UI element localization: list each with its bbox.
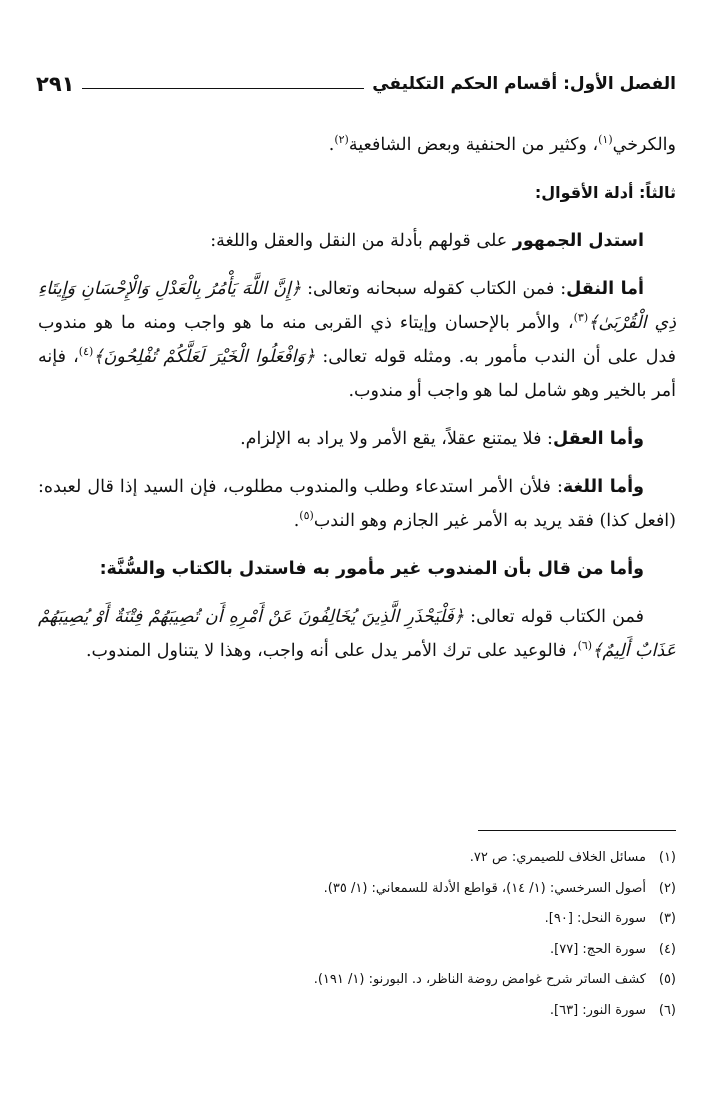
paragraph-textual-evidence: أما النقل: فمن الكتاب كقوله سبحانه وتعالى: ﴿إِنَّ اللَّهَ يَأْمُرُ بِالْعَدْلِ وَالْإِحْسَانِ وَإِيتَاءِ ذِي الْقُرْبَىٰ﴾$^{(٣)}$، والأمر بالإحسان وإيتاء ذي القربى منه ما هو واجب ومنه ما هو مندوب فدل على أن الندب مأمور به. ومثله قوله تعالى: ﴿وَافْعَلُوا الْخَيْرَ لَعَلَّكُمْ تُفْلِحُونَ﴾$^{(٤)}$، فإنه أمر بالخير وهو شامل لما هو واجب أو مندوب.	[38, 279, 676, 401]
footnote-number: (١)	[658, 850, 676, 865]
paragraph-majority-evidence: استدل الجمهور على قولهم بأدلة من النقل والعقل واللغة:	[210, 231, 644, 251]
paragraph-quran-evidence: فمن الكتاب قوله تعالى: ﴿فَلْيَحْذَرِ الَّذِينَ يُخَالِفُونَ عَنْ أَمْرِهِ أَن تُصِيبَهُمْ فِتْنَةٌ أَوْ يُصِيبَهُمْ عَذَابٌ أَلِيمٌ﴾$^{(٦)}$، فالوعيد على ترك الأمر يدل على أنه واجب، وهذا لا يتناول المندوب.	[38, 607, 676, 661]
header-rule	[82, 88, 364, 89]
footnote-number: (٦)	[658, 1002, 676, 1018]
footnote-ref[interactable]: (١)	[598, 133, 613, 147]
footnote-text: مسائل الخلاف للصيمري: ص ٧٢.	[469, 850, 646, 865]
paragraph-linguistic-evidence: وأما اللغة: فلأن الأمر استدعاء وطلب والمندوب مطلوب، فإن السيد إذا قال لعبده: (افعل كذا) فقد يريد به الأمر غير الجازم وهو الندب$^{(٥)}$.	[38, 477, 676, 531]
footnote-text: كشف الساتر شرح غوامض روضة الناظر، د. البورنو: (١/ ١٩١).	[313, 972, 646, 987]
section-heading: ثالثاً: أدلة الأقوال:	[534, 183, 676, 202]
footnote-text: سورة الحج: [٧٧].	[550, 941, 646, 957]
paragraph-opposing-view: وأما من قال بأن المندوب غير مأمور به فاستدل بالكتاب والسُّنَّة:	[99, 559, 644, 579]
page-number: ٢٩١	[36, 72, 75, 96]
paragraph-continuation: والكرخي$^{(١)}$، وكثير من الحنفية وبعض الشافعية$^{(٢)}$.	[328, 133, 676, 155]
footnote-ref[interactable]: (٢)	[334, 133, 349, 147]
footnote-number: (٣)	[658, 911, 676, 926]
footnote-item	[38, 965, 676, 996]
footnote-item	[38, 904, 676, 935]
quran-verse: ﴿إِنَّ اللَّهَ يَأْمُرُ بِالْعَدْلِ وَالْإِحْسَانِ وَإِيتَاءِ ذِي الْقُرْبَىٰ﴾	[38, 279, 676, 333]
footnote-item	[38, 935, 676, 966]
footnote-item	[38, 874, 676, 905]
chapter-title: الفصل الأول: أقسام الحكم التكليفي	[372, 74, 676, 94]
quran-verse: ﴿فَلْيَحْذَرِ الَّذِينَ يُخَالِفُونَ عَنْ أَمْرِهِ أَن تُصِيبَهُمْ فِتْنَةٌ أَوْ يُصِيبَهُمْ عَذَابٌ أَلِيمٌ﴾	[38, 607, 676, 661]
footnote-text: أصول السرخسي: (١/ ١٤)، قواطع الأدلة للسمعاني: (١/ ٣٥).	[323, 880, 646, 896]
footnote-number: (٤)	[658, 941, 676, 957]
paragraph-rational-evidence: وأما العقل: فلا يمتنع عقلاً، يقع الأمر ولا يراد به الإلزام.	[240, 429, 644, 449]
footnote-ref[interactable]: (٣)	[573, 311, 589, 325]
footnote-item	[38, 996, 676, 1027]
footnote-ref[interactable]: (٦)	[577, 639, 593, 653]
quran-verse: ﴿وَافْعَلُوا الْخَيْرَ لَعَلَّكُمْ تُفْلِحُونَ﴾	[93, 347, 316, 367]
footnote-text: سورة النحل: [٩٠].	[544, 911, 646, 926]
footnote-ref[interactable]: (٤)	[78, 345, 94, 359]
footnote-separator	[478, 830, 676, 831]
main-text	[38, 128, 676, 682]
footnote-text: سورة النور: [٦٣].	[549, 1002, 646, 1018]
footnotes-list	[38, 843, 676, 1026]
footnote-ref[interactable]: (٥)	[299, 509, 314, 523]
footnote-number: (٢)	[658, 880, 676, 896]
footnote-item	[38, 843, 676, 874]
page-header	[36, 68, 676, 98]
footnote-number: (٥)	[658, 972, 676, 987]
